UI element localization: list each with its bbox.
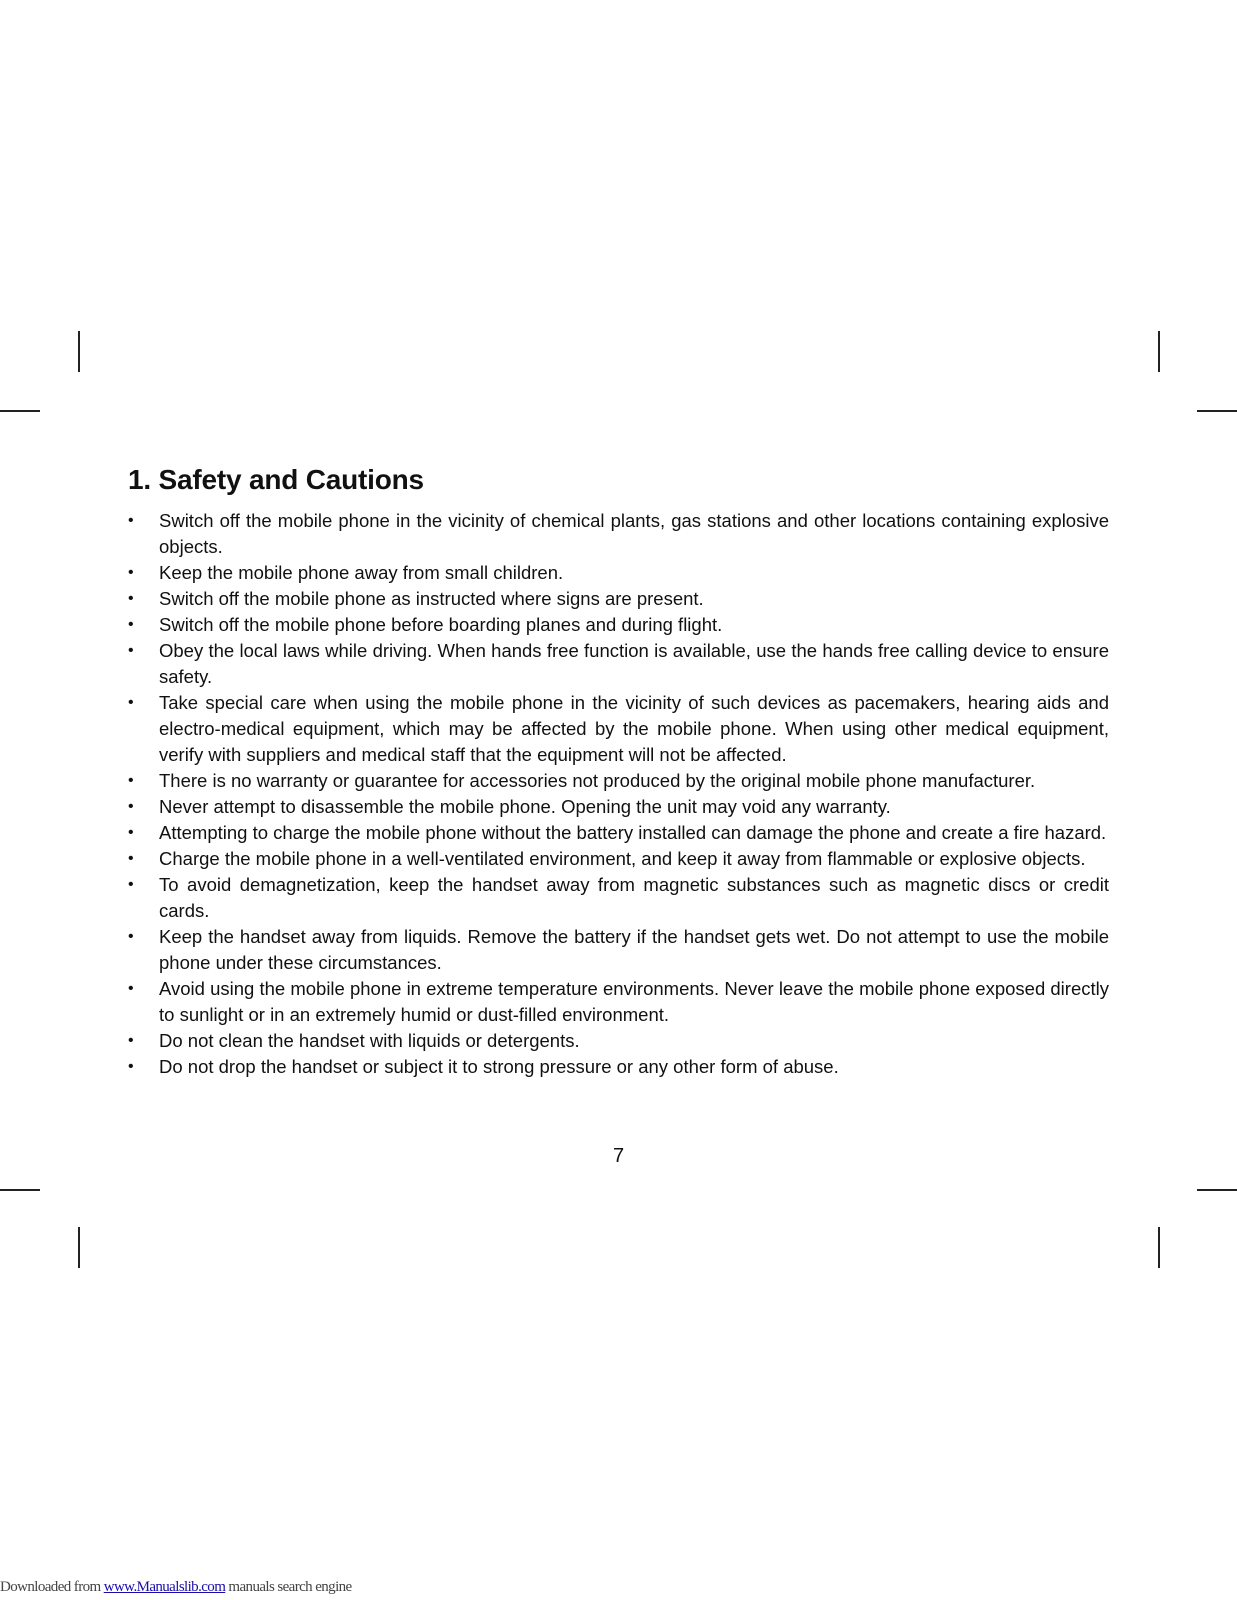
bullet-dot: • (128, 512, 134, 529)
crop-mark-bottom-right-vertical (1158, 1227, 1160, 1268)
bullet-dot: • (128, 564, 134, 581)
safety-bullet-item (128, 612, 1109, 638)
bullet-dot: • (128, 642, 134, 659)
safety-bullet-item (128, 820, 1109, 846)
crop-mark-bottom-left-horizontal (0, 1189, 40, 1191)
safety-bullet-item (128, 508, 1109, 560)
bullet-dot: • (128, 980, 134, 997)
safety-bullet-item (128, 1054, 1109, 1080)
safety-bullet-item (128, 1028, 1109, 1054)
safety-bullet-item (128, 794, 1109, 820)
safety-bullet-list (128, 508, 1109, 1080)
crop-mark-bottom-left-vertical (78, 1227, 80, 1268)
safety-bullet-item (128, 846, 1109, 872)
bullet-text: Do not drop the handset or subject it to strong pressure or any other form of abuse. (159, 1056, 839, 1077)
safety-bullet-item (128, 924, 1109, 976)
section-heading: 1. Safety and Cautions (128, 464, 424, 495)
crop-mark-top-right-vertical (1158, 331, 1160, 372)
safety-bullet-item (128, 560, 1109, 586)
crop-mark-top-right-horizontal (1197, 410, 1237, 412)
bullet-text: Charge the mobile phone in a well-ventilated environment, and keep it away from flammable or explosive objects. (159, 848, 1086, 869)
safety-bullet-item (128, 690, 1109, 768)
bullet-dot: • (128, 1032, 134, 1049)
bullet-text: Switch off the mobile phone as instructed where signs are present. (159, 588, 704, 609)
bullet-dot: • (128, 616, 134, 633)
safety-bullet-item (128, 976, 1109, 1028)
bullet-dot: • (128, 694, 134, 711)
bullet-dot: • (128, 798, 134, 815)
bullet-text: Take special care when using the mobile phone in the vicinity of such devices as pacemakers, hearing aids and electro-medical equipment, which may be affected by the mobile phone. When using other medical equipment, verify with suppliers and medical staff that the equipment will not be affected. (159, 692, 1109, 765)
crop-mark-top-left-horizontal (0, 410, 40, 412)
page-number: 7 (612, 1145, 625, 1167)
bullet-dot: • (128, 876, 134, 893)
crop-mark-top-left-vertical (78, 331, 80, 372)
bullet-text: Obey the local laws while driving. When hands free function is available, use the hands free calling device to ensure safety. (159, 640, 1109, 687)
bullet-dot: • (128, 1058, 134, 1075)
bullet-dot: • (128, 850, 134, 867)
page-content (128, 462, 1109, 1080)
bullet-text: There is no warranty or guarantee for accessories not produced by the original mobile phone manufacturer. (159, 770, 1036, 791)
safety-bullet-item (128, 872, 1109, 924)
safety-bullet-item (128, 768, 1109, 794)
bullet-text: Attempting to charge the mobile phone without the battery installed can damage the phone and create a fire hazard. (159, 822, 1107, 843)
bullet-text: Keep the mobile phone away from small children. (159, 562, 564, 583)
bullet-text: Switch off the mobile phone before boarding planes and during flight. (159, 614, 723, 635)
manualslib-link[interactable]: www.Manualslib.com (103, 1579, 226, 1595)
bullet-dot: • (128, 928, 134, 945)
bullet-text: Keep the handset away from liquids. Remove the battery if the handset gets wet. Do not attempt to use the mobile phone under these circumstances. (159, 926, 1109, 973)
bullet-dot: • (128, 772, 134, 789)
safety-bullet-item (128, 638, 1109, 690)
crop-mark-bottom-right-horizontal (1197, 1189, 1237, 1191)
bullet-text: Switch off the mobile phone in the vicinity of chemical plants, gas stations and other locations containing explosive objects. (159, 510, 1109, 557)
safety-bullet-item (128, 586, 1109, 612)
bullet-text: Avoid using the mobile phone in extreme temperature environments. Never leave the mobile phone exposed directly to sunlight or in an extremely humid or dust-filled environment. (159, 978, 1109, 1025)
bullet-text: Do not clean the handset with liquids or detergents. (159, 1030, 580, 1051)
bullet-text: To avoid demagnetization, keep the handset away from magnetic substances such as magnetic discs or credit cards. (159, 874, 1109, 921)
footer-suffix: manuals search engine (225, 1579, 352, 1595)
download-footer (0, 1579, 352, 1596)
bullet-dot: • (128, 824, 134, 841)
bullet-dot: • (128, 590, 134, 607)
footer-prefix: Downloaded from (0, 1579, 104, 1595)
bullet-text: Never attempt to disassemble the mobile phone. Opening the unit may void any warranty. (159, 796, 891, 817)
